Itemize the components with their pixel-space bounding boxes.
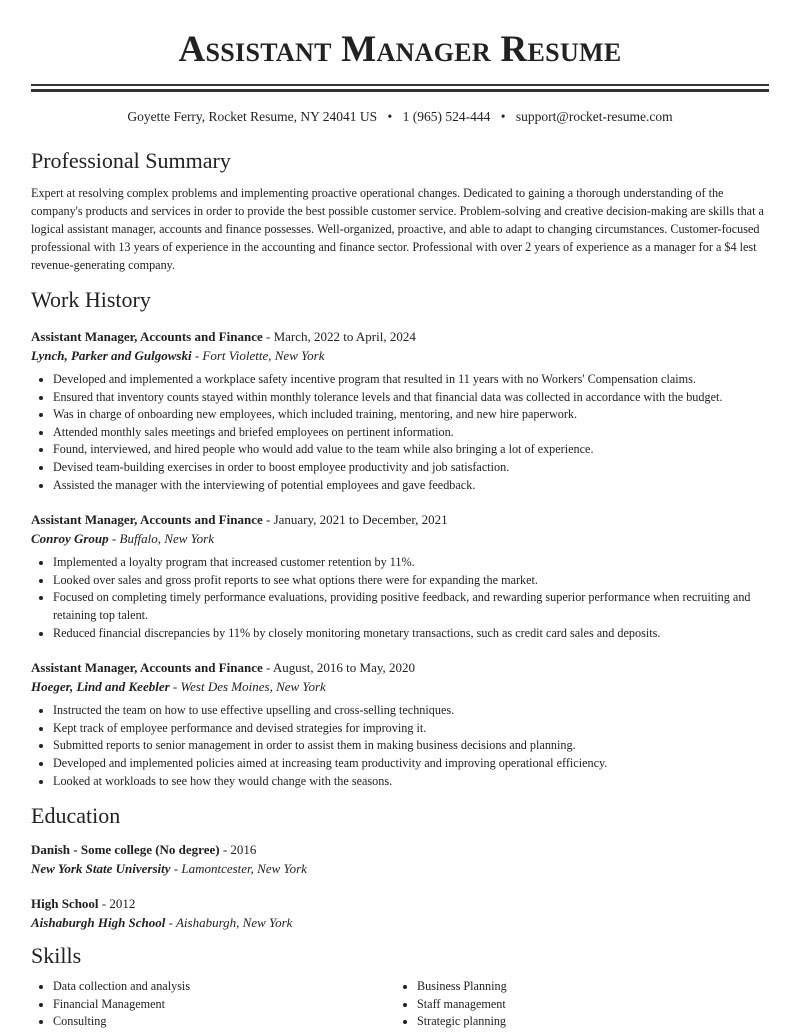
job-title-line	[31, 510, 769, 529]
education-school-line	[31, 913, 769, 932]
job-title-line	[31, 327, 769, 346]
education-degree-line	[31, 840, 769, 859]
job-entry	[31, 327, 769, 494]
job-company: Conroy Group	[31, 531, 109, 547]
contact-address: Goyette Ferry, Rocket Resume, NY 24041 US	[127, 109, 378, 124]
skill-item: • Consulting	[53, 1013, 395, 1031]
education-degree: High School	[31, 896, 99, 912]
summary-text: Expert at resolving complex problems and implementing proactive operational changes. Dedicated to gaining a thorough understanding of the company's products and services in order to provide the best possible customer service. Problem-solving and creative decision-making are skills that a logical assistant manager, accounts and finance possesses. Well-organized, proactive, and able to adapt to changing circumstances. Customer-focused professional with 13 years of experience in the accounting and finance sector. Professional with over 2 years of experience as a manager for a $4 lest revenue-generating company.	[31, 186, 764, 272]
resume-title: Assistant Manager Resume	[178, 29, 622, 70]
work-history-heading: Work History	[31, 287, 151, 312]
job-bullet: • Ensured that inventory counts stayed within monthly tolerance levels and that financial data was collected in accordance with the budget.	[53, 389, 769, 407]
job-bullets	[31, 554, 769, 642]
education-school: Aishaburgh High School	[31, 915, 166, 931]
job-dates: - August, 2016 to May, 2020	[262, 660, 416, 676]
job-bullet: • Found, interviewed, and hired people who would add value to the team while also bringing a lot of experience.	[53, 441, 769, 459]
education-year: - 2012	[98, 896, 136, 912]
education-degree: Danish - Some college (No degree)	[31, 842, 220, 858]
skills-items-left	[31, 978, 395, 1031]
job-entry	[31, 510, 769, 642]
job-company: Hoeger, Lind and Keebler	[31, 679, 170, 695]
job-location: - Buffalo, New York	[108, 531, 215, 547]
contact-separator: •	[500, 109, 506, 124]
skill-item: • Financial Management	[53, 996, 395, 1014]
job-bullet: • Developed and implemented policies aimed at increasing team productivity and improving operational efficiency.	[53, 755, 769, 773]
education-year: - 2016	[219, 842, 257, 858]
education-location: - Aishaburgh, New York	[165, 915, 293, 931]
job-bullet: • Was in charge of onboarding new employees, which included training, mentoring, and new hire paperwork.	[53, 406, 769, 424]
skills-list	[31, 978, 769, 1031]
job-bullets	[31, 371, 769, 494]
job-bullet: • Implemented a loyalty program that increased customer retention by 11%.	[53, 554, 769, 572]
job-bullet: • Developed and implemented a workplace safety incentive program that resulted in 11 years with no Workers' Compensation claims.	[53, 371, 769, 389]
job-company: Lynch, Parker and Gulgowski	[31, 348, 192, 363]
job-bullet: • Devised team-building exercises in order to boost employee productivity and job satisfaction.	[53, 459, 769, 477]
skills-column-left	[31, 978, 395, 1031]
job-bullet: • Focused on completing timely performance evaluations, providing positive feedback, and rewarding superior performance when recruiting and retaining top talent.	[53, 589, 769, 624]
skills-column-right	[395, 978, 769, 1031]
job-location: - Fort Violette, New York	[191, 348, 325, 363]
job-company-line	[31, 346, 769, 365]
contact-email[interactable]: support@rocket-resume.com	[515, 109, 673, 124]
job-bullet: • Looked at workloads to see how they would change with the seasons.	[53, 773, 769, 791]
job-role: Assistant Manager, Accounts and Finance	[31, 660, 263, 676]
job-dates: - March, 2022 to April, 2024	[262, 329, 416, 344]
title-divider	[31, 84, 769, 92]
job-bullet: • Reduced financial discrepancies by 11% by closely monitoring monetary transactions, such as credit card sales and deposits.	[53, 625, 769, 643]
job-bullet: • Attended monthly sales meetings and briefed employees on pertinent information.	[53, 424, 769, 442]
education-entry	[31, 840, 769, 878]
education-heading: Education	[31, 803, 121, 829]
education-entry	[31, 894, 769, 932]
education-degree-line	[31, 894, 769, 913]
job-role: Assistant Manager, Accounts and Finance	[31, 512, 263, 528]
contact-separator: •	[387, 109, 393, 124]
contact-line	[31, 108, 769, 126]
education-school-line	[31, 859, 769, 878]
summary-heading: Professional Summary	[31, 148, 231, 173]
skill-item: • Staff management	[417, 996, 769, 1014]
job-title-line	[31, 658, 769, 677]
job-bullet: • Kept track of employee performance and devised strategies for improving it.	[53, 720, 769, 738]
job-location: - West Des Moines, New York	[169, 679, 326, 695]
job-bullet: • Looked over sales and gross profit reports to see what options there were for expanding the market.	[53, 572, 769, 590]
job-entry	[31, 658, 769, 790]
education-location: - Lamontcester, New York	[170, 861, 307, 877]
skills-heading: Skills	[31, 943, 82, 969]
job-bullet: • Instructed the team on how to use effective upselling and cross-selling techniques.	[53, 702, 769, 720]
education-school: New York State University	[31, 861, 171, 877]
job-company-line	[31, 677, 769, 696]
skills-items-right	[395, 978, 769, 1031]
job-dates: - January, 2021 to December, 2021	[262, 512, 448, 528]
job-role: Assistant Manager, Accounts and Finance	[31, 329, 263, 344]
skill-item: • Strategic planning	[417, 1013, 769, 1031]
job-bullet: • Submitted reports to senior management in order to assist them in making business decisions and planning.	[53, 737, 769, 755]
job-bullet: • Assisted the manager with the interviewing of potential employees and gave feedback.	[53, 477, 769, 495]
job-bullets	[31, 702, 769, 790]
job-company-line	[31, 529, 769, 548]
skill-item: • Business Planning	[417, 978, 769, 996]
skill-item: • Data collection and analysis	[53, 978, 395, 996]
contact-phone: 1 (965) 524-444	[402, 109, 491, 124]
